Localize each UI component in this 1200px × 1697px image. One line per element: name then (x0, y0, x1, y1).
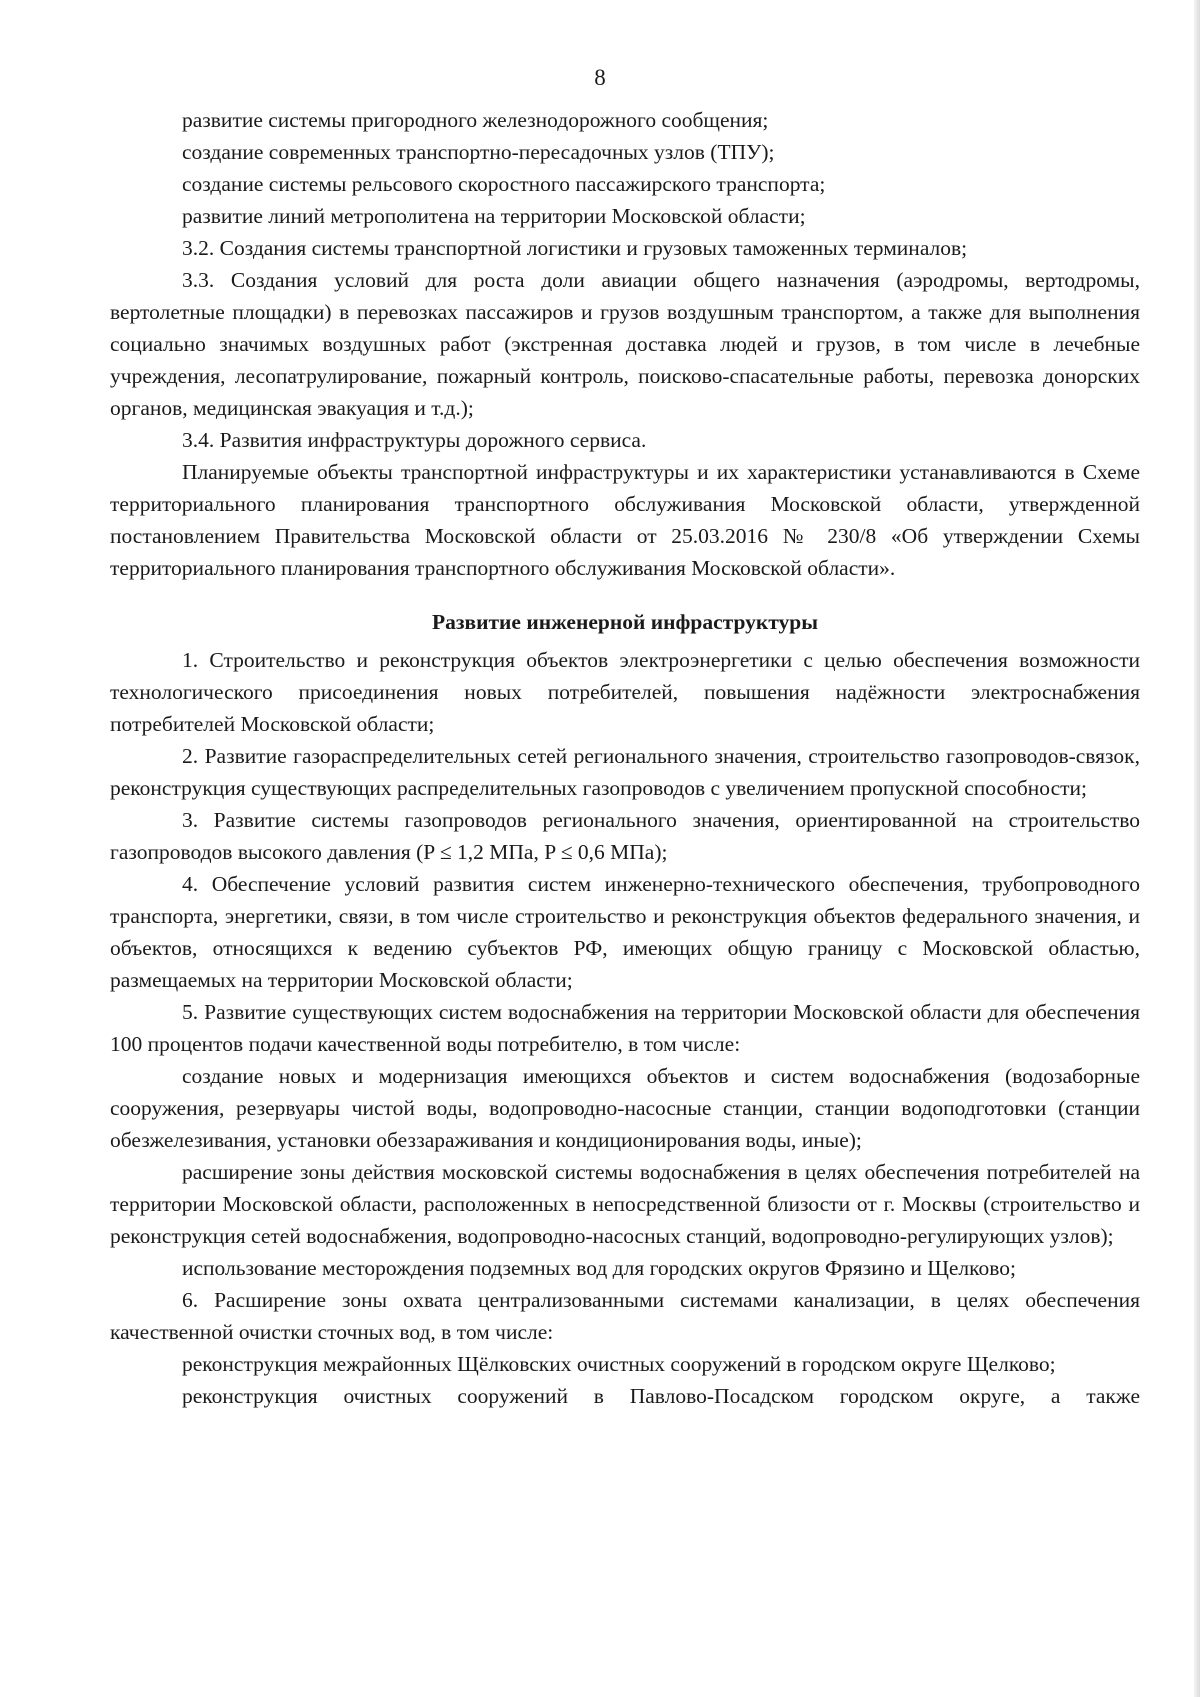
section-heading: Развитие инженерной инфраструктуры (431, 610, 819, 634)
list-item: 3.2. Создания системы транспортной логистики и грузовых таможенных терминалов; (182, 236, 968, 260)
list-item: создание системы рельсового скоростного пассажирского транспорта; (182, 172, 826, 196)
list-item: 3.4. Развития инфраструктуры дорожного сервиса. (182, 428, 647, 452)
paragraph-eng-1: 1. Строительство и реконструкция объектов электроэнергетики с целью обеспечения возможности технологического присоединения новых потребителей, повышения надёжности электроснабжения потребителей Московской области; (110, 648, 1140, 736)
paragraph-eng-5a: создание новых и модернизация имеющихся объектов и систем водоснабжения (водозаборные сооружения, резервуары чистой воды, водопроводно-насосные станции, станции водоподготовки (станции обезжелезивания, установки обеззараживания и кондиционирования воды, иные); (110, 1064, 1140, 1152)
page-number: 8 (594, 65, 606, 90)
paragraph-eng-6: 6. Расширение зоны охвата централизованными системами канализации, в целях обеспечения качественной очистки сточных вод, в том числе: (110, 1288, 1140, 1344)
paragraph-planned-objects: Планируемые объекты транспортной инфраструктуры и их характеристики устанавливаются в Схеме территориального планирования транспортного обслуживания Московской области, утвержденной постановлением Правительства Московской области от 25.03.2016 № 230/8 «Об утверждении Схемы территориального планирования транспортного обслуживания Московской области». (110, 460, 1140, 580)
list-item: развитие линий метрополитена на территории Московской области; (182, 204, 806, 228)
paragraph-eng-6b: реконструкция очистных сооружений в Павлово-Посадском городском округе, а также (182, 1384, 1140, 1408)
list-item: создание современных транспортно-пересадочных узлов (ТПУ); (182, 140, 775, 164)
paragraph-eng-5c: использование месторождения подземных вод для городских округов Фрязино и Щелково; (182, 1256, 1016, 1280)
paragraph-eng-2: 2. Развитие газораспределительных сетей регионального значения, строительство газопроводов-связок, реконструкция существующих распределительных газопроводов с увеличением пропускной способности; (110, 744, 1140, 800)
paragraph-eng-5b: расширение зоны действия московской системы водоснабжения в целях обеспечения потребителей на территории Московской области, расположенных в непосредственной близости от г. Москвы (строительство и реконструкция сетей водоснабжения, водопроводно-насосных станций, водопроводно-регулирующих узлов); (110, 1160, 1140, 1248)
paragraph-eng-6a: реконструкция межрайонных Щёлковских очистных сооружений в городском округе Щелково; (182, 1352, 1056, 1376)
scan-edge-shadow (1194, 0, 1200, 1697)
paragraph-3-3: 3.3. Создания условий для роста доли авиации общего назначения (аэродромы, вертодромы, вертолетные площадки) в перевозках пассажиров и грузов воздушным транспортом, а также для выполнения социально значимых воздушных работ (экстренная доставка людей и грузов, в том числе в лечебные учреждения, лесопатрулирование, пожарный контроль, поисково-спасательные работы, перевозка донорских органов, медицинская эвакуация и т.д.); (110, 268, 1140, 420)
paragraph-eng-5: 5. Развитие существующих систем водоснабжения на территории Московской области для обеспечения 100 процентов подачи качественной воды потребителю, в том числе: (110, 1000, 1140, 1056)
paragraph-eng-3: 3. Развитие системы газопроводов регионального значения, ориентированной на строительство газопроводов высокого давления (P ≤ 1,2 МПа, P ≤ 0,6 МПа); (110, 808, 1140, 864)
list-item: развитие системы пригородного железнодорожного сообщения; (182, 108, 769, 132)
paragraph-eng-4: 4. Обеспечение условий развития систем инженерно-технического обеспечения, трубопроводного транспорта, энергетики, связи, в том числе строительство и реконструкция объектов федерального значения, и объектов, относящихся к ведению субъектов РФ, имеющих общую границу с Московской областью, размещаемых на территории Московской области; (110, 872, 1140, 992)
document-body (110, 104, 1140, 1412)
